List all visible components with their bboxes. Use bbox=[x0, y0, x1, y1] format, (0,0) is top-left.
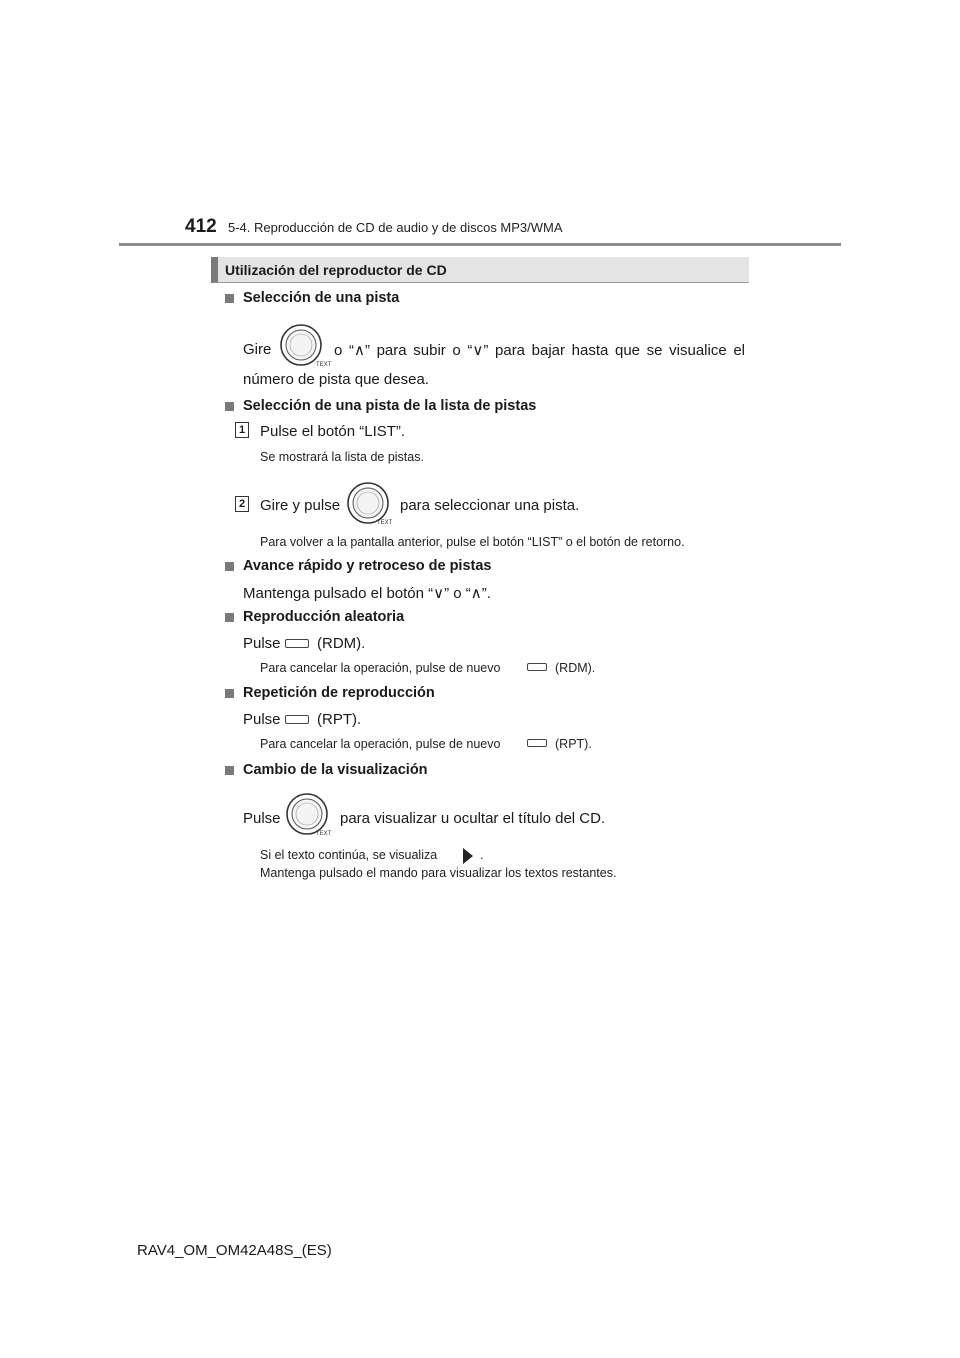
heading-track-select: Selección de una pista bbox=[243, 290, 400, 306]
section-banner bbox=[211, 257, 749, 283]
bullet-icon bbox=[225, 613, 234, 622]
bullet-icon bbox=[225, 766, 234, 775]
repeat-note-prefix: Para cancelar la operación, pulse de nuevo bbox=[260, 737, 501, 751]
step1-note: Se mostrará la lista de pistas. bbox=[260, 450, 424, 464]
display-note1-suffix: . bbox=[480, 848, 484, 862]
step2-suffix: para seleccionar una pista. bbox=[400, 497, 580, 514]
repeat-note-suffix: (RPT). bbox=[555, 737, 592, 751]
step2-note: Para volver a la pantalla anterior, pulse el botón “LIST” o el botón de retorno. bbox=[260, 535, 685, 549]
random-text-prefix: Pulse bbox=[243, 635, 281, 652]
heading-fast-forward: Avance rápido y retroceso de pistas bbox=[243, 558, 492, 574]
chapter-title: 5-4. Reproducción de CD de audio y de discos MP3/WMA bbox=[228, 220, 563, 235]
random-note-prefix: Para cancelar la operación, pulse de nuevo bbox=[260, 661, 501, 675]
step-number-2: 2 bbox=[235, 496, 249, 512]
heading-display: Cambio de la visualización bbox=[243, 762, 428, 778]
random-text-suffix: (RDM). bbox=[317, 635, 366, 652]
preset-button-icon bbox=[285, 639, 309, 648]
track-select-line2: número de pista que desea. bbox=[243, 371, 429, 388]
repeat-text-prefix: Pulse bbox=[243, 711, 281, 728]
knob-text-label: TEXT bbox=[316, 362, 332, 368]
tune-knob-icon bbox=[285, 792, 332, 837]
step-number-1: 1 bbox=[235, 422, 249, 438]
bullet-icon bbox=[225, 562, 234, 571]
step1-text: Pulse el botón “LIST”. bbox=[260, 423, 406, 440]
preset-button-icon bbox=[285, 715, 309, 724]
repeat-text-suffix: (RPT). bbox=[317, 711, 362, 728]
display-text-prefix: Pulse bbox=[243, 810, 281, 827]
fast-forward-text: Mantenga pulsado el botón “∨” o “∧”. bbox=[243, 585, 491, 602]
scroll-arrow-icon bbox=[461, 847, 475, 865]
preset-button-icon bbox=[527, 663, 547, 671]
display-text-suffix: para visualizar u ocultar el título del CD. bbox=[340, 810, 606, 827]
bullet-icon bbox=[225, 294, 234, 303]
random-note-suffix: (RDM). bbox=[555, 661, 596, 675]
tune-knob-icon bbox=[346, 481, 393, 526]
knob-text-label: TEXT bbox=[377, 520, 393, 526]
track-select-prefix: Gire bbox=[243, 341, 272, 358]
heading-random: Reproducción aleatoria bbox=[243, 609, 405, 625]
heading-repeat: Repetición de reproducción bbox=[243, 685, 435, 701]
display-note1-prefix: Si el texto continúa, se visualiza bbox=[260, 848, 438, 862]
tune-knob-icon bbox=[279, 323, 332, 368]
bullet-icon bbox=[225, 689, 234, 698]
document-code: RAV4_OM_OM42A48S_(ES) bbox=[137, 1242, 332, 1259]
section-title: Utilización del reproductor de CD bbox=[225, 262, 447, 278]
header-divider bbox=[119, 243, 841, 246]
step2-prefix: Gire y pulse bbox=[260, 497, 341, 514]
page-number: 412 bbox=[185, 216, 217, 237]
bullet-icon bbox=[225, 402, 234, 411]
display-note2: Mantenga pulsado el mando para visualizar los textos restantes. bbox=[260, 866, 617, 880]
track-select-line1: o “∧” para subir o “∨” para bajar hasta que se visualice el bbox=[334, 342, 745, 359]
knob-text-label: TEXT bbox=[316, 831, 332, 837]
heading-list-select: Selección de una pista de la lista de pistas bbox=[243, 398, 537, 414]
preset-button-icon bbox=[527, 739, 547, 747]
